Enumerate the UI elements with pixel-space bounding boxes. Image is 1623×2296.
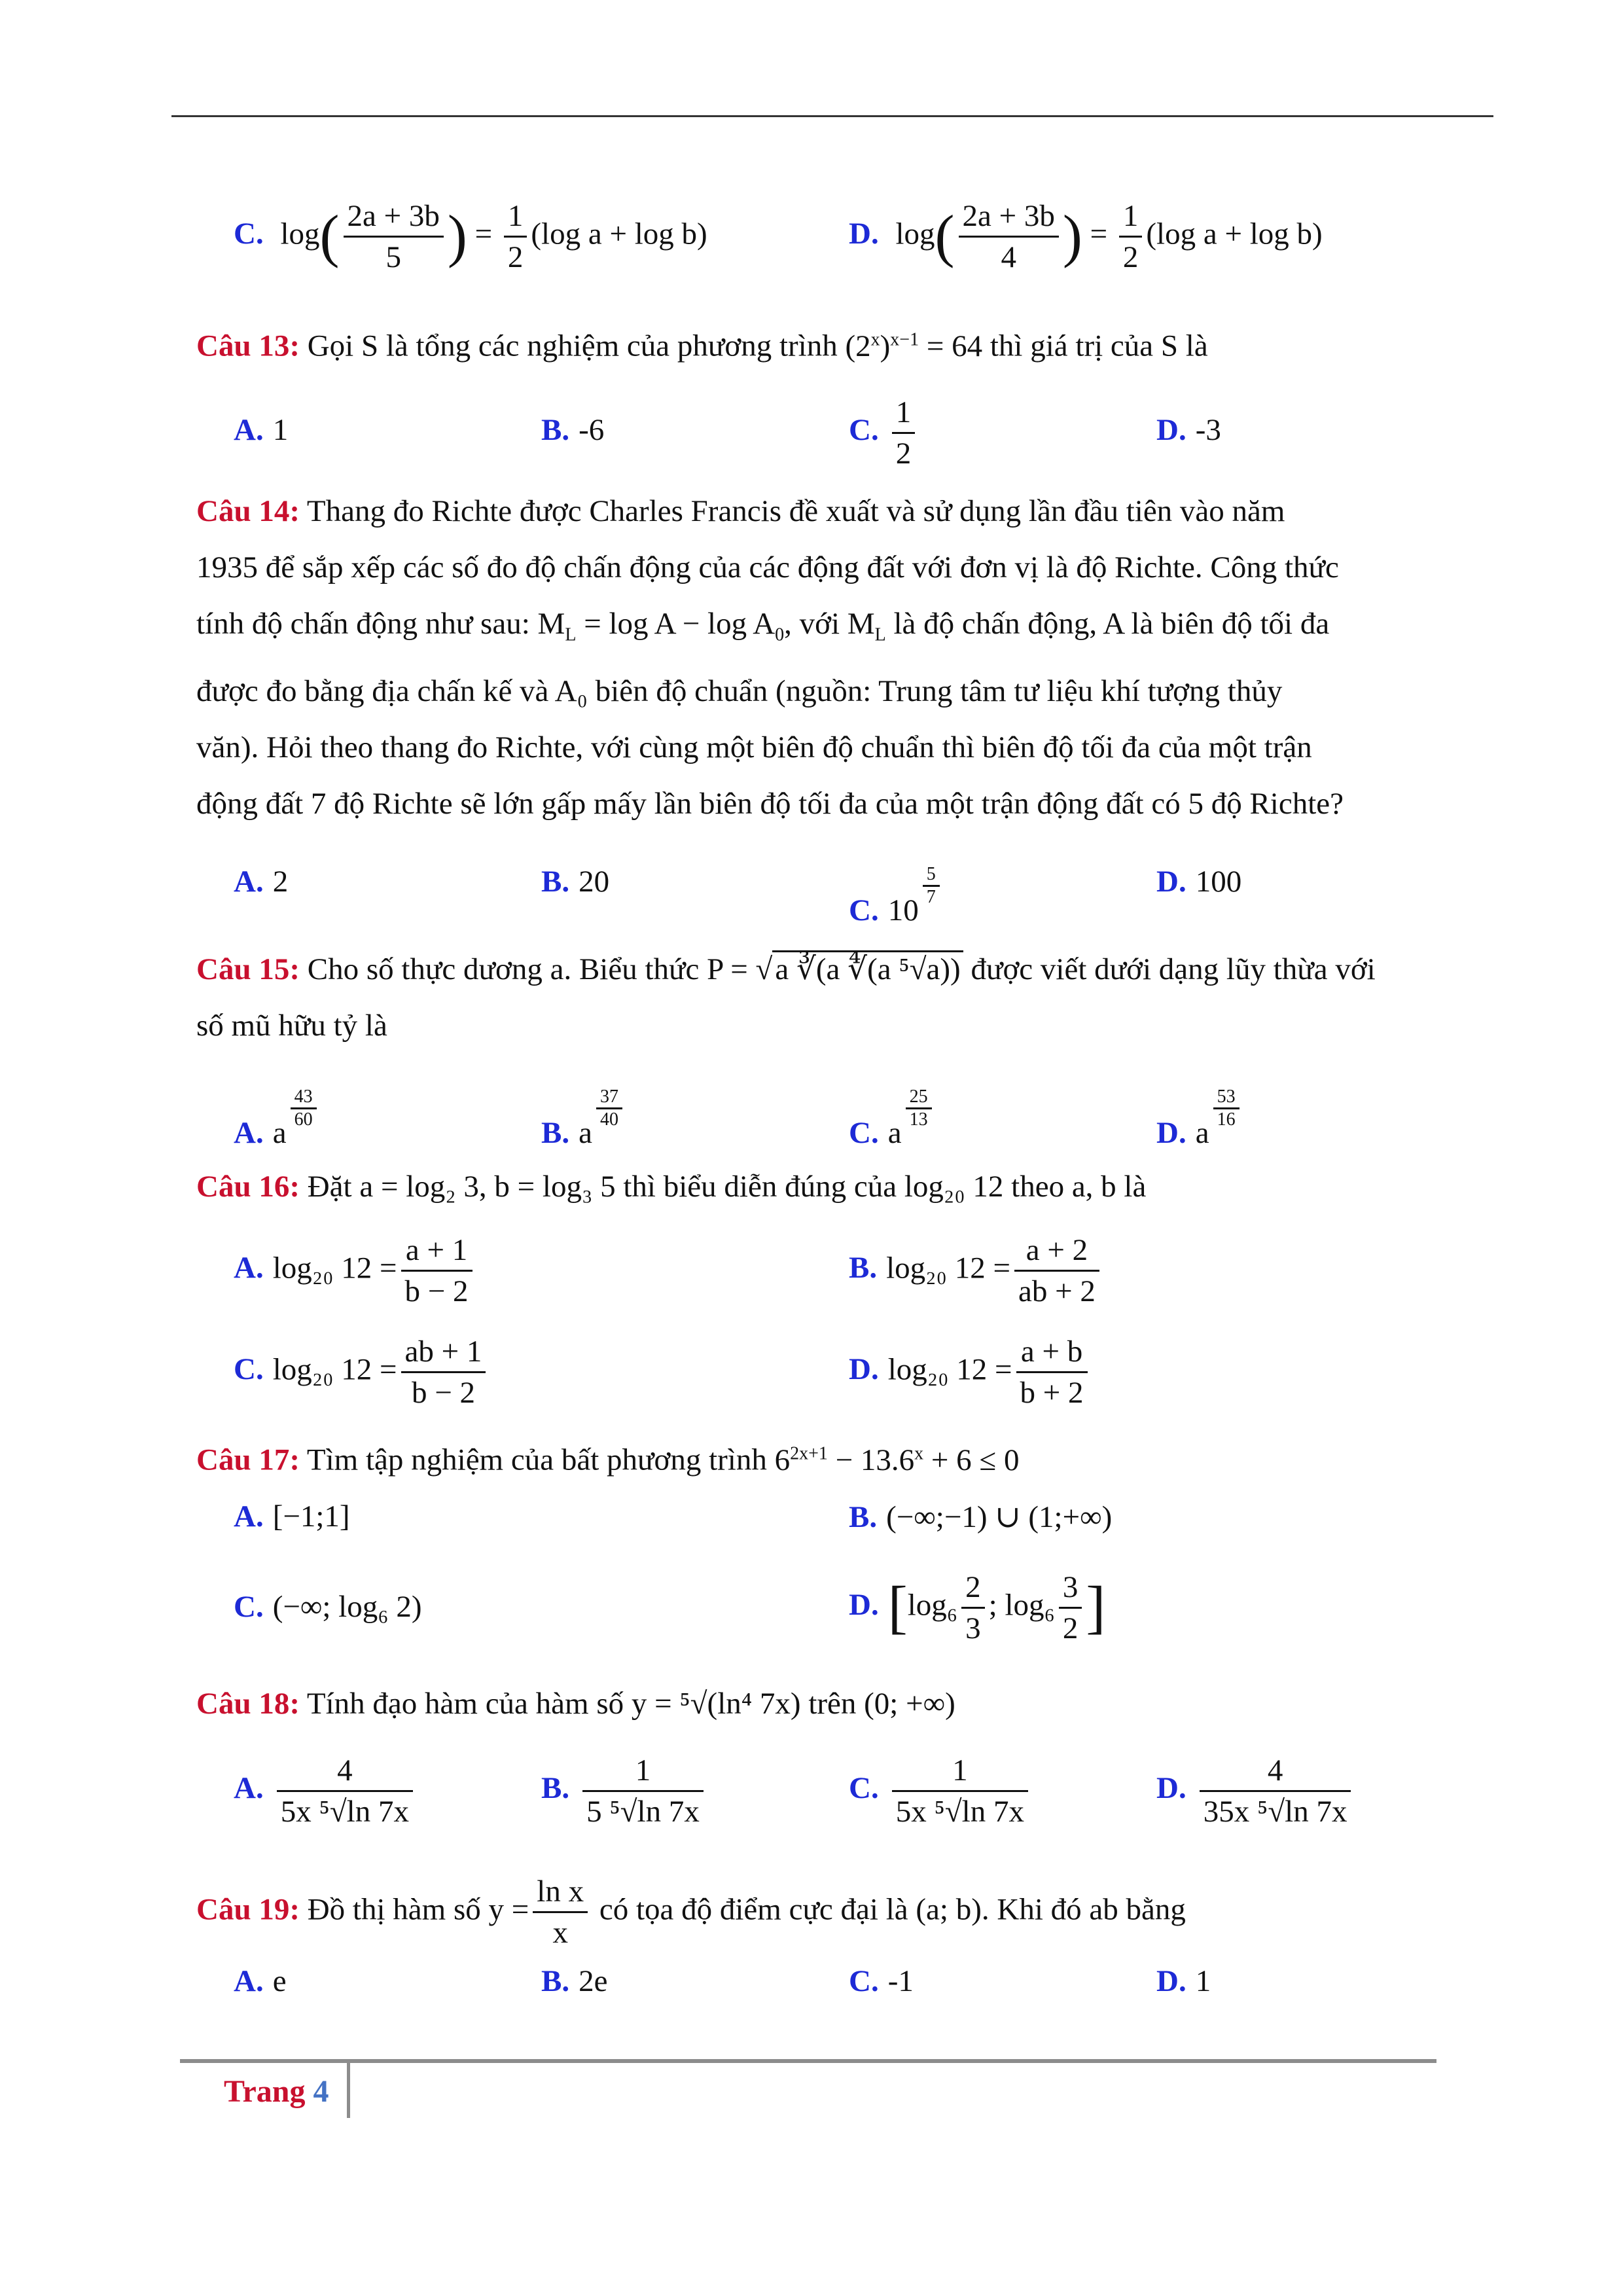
fraction	[892, 393, 916, 473]
option-label: C.	[849, 1964, 879, 1998]
option-label: D.	[1156, 865, 1186, 899]
question-14	[196, 483, 1427, 832]
q18-option-d	[1156, 1751, 1355, 1831]
q17-option-d	[849, 1568, 1105, 1648]
question-text: thì giá trị của S là	[990, 329, 1208, 363]
formula-sup: x−1	[890, 329, 919, 350]
exponent-fraction	[596, 1086, 622, 1130]
fraction-den: 5	[385, 240, 401, 274]
formula-sup: 2x+1	[790, 1443, 828, 1463]
option-value: -1	[887, 1964, 914, 1998]
option-label: B.	[541, 1771, 570, 1806]
fraction-num: 1	[582, 1751, 704, 1792]
q19-option-c	[849, 1964, 914, 1999]
q19-option-d	[1156, 1964, 1211, 1999]
option-label: A.	[234, 413, 264, 447]
fraction-den: 2	[1122, 240, 1139, 274]
formula-part: M	[537, 607, 565, 641]
question-line: được đo bằng địa chấn kế và A₀ biên độ chuẩn (nguồn: Trung tâm tư liệu khí tượng thủy	[196, 674, 1283, 709]
exponent-fraction	[1213, 1086, 1240, 1130]
option-label: D.	[849, 1588, 879, 1623]
formula-part: P =	[707, 952, 748, 986]
fraction	[277, 1751, 413, 1831]
fraction-den: 4	[1001, 240, 1016, 274]
q19-option-a	[234, 1964, 287, 1999]
question-19	[196, 1872, 1427, 1952]
fraction-den: ab + 2	[1018, 1274, 1096, 1308]
q17-option-a	[234, 1499, 350, 1534]
fraction	[1014, 1230, 1099, 1311]
question-label: Câu 18:	[196, 1687, 300, 1721]
option-value: 100	[1195, 865, 1242, 899]
fraction-num: 2	[961, 1568, 985, 1609]
math-lhs: log₂₀ 12 =	[887, 1352, 1012, 1387]
option-label: C.	[849, 893, 879, 927]
fraction-den: 16	[1217, 1109, 1236, 1130]
q15-option-c	[849, 1086, 936, 1151]
option-label: A.	[234, 1964, 264, 1998]
question-label: Câu 15:	[196, 952, 300, 986]
math-formula: y = ⁵√(ln⁴ 7x)	[631, 1687, 801, 1721]
question-text: theo a, b là	[1011, 1170, 1147, 1204]
fraction-num: 4	[277, 1751, 413, 1792]
fraction-den: b − 2	[404, 1274, 469, 1308]
question-text: , với	[784, 607, 840, 641]
formula-part: )	[880, 329, 891, 363]
option-value: [−1;1]	[272, 1499, 350, 1534]
option-value: (−∞;−1) ∪ (1;+∞)	[886, 1500, 1113, 1534]
fraction-num: a + 1	[401, 1230, 473, 1272]
fraction-num: 5	[923, 864, 940, 887]
question-text: Cho số thực dương a. Biểu thức	[307, 952, 700, 986]
question-label: Câu 17:	[196, 1443, 300, 1477]
power-base: 10	[887, 893, 919, 927]
fraction	[959, 196, 1059, 277]
formula-part: = 64	[919, 329, 983, 363]
fraction-den: 40	[599, 1109, 618, 1130]
fraction-num: 25	[906, 1086, 932, 1109]
fraction	[1059, 1568, 1082, 1648]
formula-part: 6	[774, 1443, 791, 1477]
fraction-num: 1	[1119, 196, 1143, 238]
formula-sup: x	[870, 329, 880, 350]
question-text: Đặt	[307, 1170, 352, 1204]
option-label: B.	[541, 413, 570, 447]
footer-divider	[347, 2059, 350, 2118]
fraction-den: 13	[909, 1109, 928, 1130]
q13-option-b	[541, 412, 604, 448]
question-label: Câu 19:	[196, 1892, 300, 1927]
formula-part: y =	[488, 1892, 529, 1927]
fraction-num: a + b	[1016, 1332, 1088, 1373]
formula-sub: 0	[775, 624, 785, 645]
math-formula	[845, 329, 982, 363]
option-label: B.	[849, 1251, 878, 1285]
question-text: có tọa độ điểm cực đại là	[599, 1892, 908, 1927]
q17-option-b	[849, 1499, 1112, 1535]
math-lhs: log₂₀ 12 =	[886, 1251, 1010, 1285]
question-text: được viết dưới dạng lũy thừa với	[971, 952, 1376, 986]
fraction	[1200, 1751, 1351, 1831]
q15-option-b	[541, 1086, 626, 1151]
question-15	[196, 941, 1427, 1054]
formula-part: + 6 ≤ 0	[923, 1443, 1020, 1477]
radical-expression: a ∛(a ∜(a ⁵√a))	[772, 950, 963, 986]
option-label: C.	[234, 1590, 264, 1624]
option-value: 1	[1195, 1964, 1211, 1998]
fraction-den: 2	[1062, 1611, 1079, 1645]
fraction	[504, 196, 527, 277]
option-label: B.	[541, 1115, 570, 1150]
question-text: trên	[808, 1687, 857, 1721]
q14-option-a	[234, 864, 288, 899]
fraction-num: 37	[596, 1086, 622, 1109]
fraction-den: 60	[294, 1109, 313, 1130]
option-value: 2	[272, 865, 289, 899]
option-label: A.	[234, 1771, 264, 1806]
question-13	[196, 312, 1427, 374]
fraction-num: ln x	[533, 1872, 588, 1913]
option-value: e	[272, 1964, 287, 1998]
fraction	[344, 196, 444, 277]
option-label: D.	[849, 1352, 879, 1387]
fraction-num: 3	[1059, 1568, 1082, 1609]
q14-option-c	[849, 864, 944, 928]
q16-option-d	[849, 1332, 1092, 1412]
page-number-value: 4	[313, 2074, 329, 2109]
question-17	[196, 1426, 1427, 1488]
header-rule	[171, 115, 1493, 117]
option-label: D.	[849, 217, 879, 251]
question-text: tính độ chấn động như sau:	[196, 607, 530, 641]
question-16	[196, 1158, 1427, 1215]
q13-option-d	[1156, 412, 1221, 448]
question-text: . Khi đó ab bằng	[981, 1892, 1186, 1927]
q13-option-a	[234, 412, 288, 448]
fraction-num: 2a + 3b	[344, 196, 444, 238]
exponent-fraction	[923, 864, 940, 908]
formula-sup: x	[914, 1443, 924, 1463]
question-line: văn). Hỏi theo thang đo Richte, với cùng một biên độ chuẩn thì biên độ tối đa của một trận	[196, 730, 1312, 765]
q18-option-b	[541, 1751, 707, 1831]
question-line	[196, 483, 1427, 539]
fraction-den: 5x ⁵√ln 7x	[280, 1795, 409, 1829]
power-base: a	[1195, 1115, 1209, 1150]
fraction-num: 2a + 3b	[959, 196, 1059, 238]
question-line: Câu 15: Cho số thực dương a. Biểu thức P = √a ∛(a ∜(a ⁵√a)) được viết dưới dạng lũy thừa với	[196, 941, 1427, 997]
q19-option-b	[541, 1964, 607, 1999]
option-value: 1	[272, 413, 289, 447]
option-label: D.	[1156, 1771, 1186, 1806]
question-text: Tìm tập nghiệm của bất phương trình	[306, 1443, 767, 1477]
exponent-fraction	[291, 1086, 317, 1130]
option-label: A.	[234, 1251, 264, 1285]
question-18	[196, 1676, 1427, 1732]
q15-option-a	[234, 1086, 321, 1151]
fraction	[1016, 1332, 1088, 1412]
fraction	[582, 1751, 704, 1831]
q14-option-b	[541, 864, 609, 899]
paren-close: )	[447, 204, 467, 269]
footer-rule	[180, 2059, 1436, 2063]
q12-option-d: D. log( $\frac{2a + 3b}{4}$ ) = $\frac{1}{2}$ (log a + log b)	[849, 196, 1323, 277]
option-label: B.	[849, 1500, 878, 1534]
fraction-num: 4	[1200, 1751, 1351, 1792]
fraction-den: 5 ⁵√ln 7x	[586, 1795, 700, 1829]
paren-open: (	[935, 204, 955, 269]
page-number	[224, 2073, 329, 2109]
option-value: (−∞; log₆ 2)	[272, 1590, 422, 1624]
math-formula: (0; +∞)	[864, 1687, 955, 1721]
formula-part: − 13.6	[827, 1443, 915, 1477]
math-formula	[775, 1443, 1020, 1477]
formula-sub: L	[565, 624, 577, 645]
fraction-den: 7	[926, 887, 936, 907]
math-lhs: log₂₀ 12 =	[272, 1352, 397, 1387]
question-label: Câu 16:	[196, 1170, 300, 1204]
bracket-open: [	[887, 1575, 908, 1640]
option-label: A.	[234, 1115, 264, 1150]
fraction	[401, 1230, 473, 1311]
fraction-den: 2	[895, 437, 912, 471]
option-label: C.	[849, 413, 879, 448]
option-value: -3	[1195, 413, 1221, 447]
question-line: 1935 để sắp xếp các số đo độ chấn động của các động đất với đơn vị là độ Richte. Công thức	[196, 550, 1339, 584]
math-formula: log₂₀ 12	[904, 1170, 1004, 1204]
fraction	[892, 1751, 1028, 1831]
paren-close: )	[1062, 204, 1082, 269]
q16-option-a	[234, 1230, 476, 1311]
q18-option-c	[849, 1751, 1032, 1831]
option-value: 20	[579, 865, 610, 899]
math-log: log	[895, 217, 935, 251]
formula-sub: L	[874, 624, 886, 645]
option-label: C.	[849, 1771, 879, 1806]
fraction	[533, 1872, 588, 1952]
fraction-den: 35x ⁵√ln 7x	[1203, 1795, 1347, 1829]
option-label: B.	[541, 865, 570, 899]
fraction-num: 1	[892, 1751, 1028, 1792]
power-base: a	[579, 1115, 592, 1150]
fraction-num: 1	[892, 393, 916, 434]
formula-part: log₆	[907, 1588, 958, 1623]
math-log: log	[280, 217, 320, 251]
math-lhs: log₂₀ 12 =	[272, 1251, 397, 1285]
fraction	[961, 1568, 985, 1648]
fraction-den: 5x ⁵√ln 7x	[895, 1795, 1024, 1829]
option-label: D.	[1156, 1115, 1186, 1150]
fraction-num: 1	[504, 196, 527, 238]
question-text: Đồ thị hàm số	[307, 1892, 481, 1927]
question-text: Thang đo Richte được Charles Francis đề xuất và sử dụng lần đầu tiên vào năm	[306, 494, 1285, 528]
exponent-fraction	[906, 1086, 932, 1130]
fraction-num: a + 2	[1014, 1230, 1099, 1272]
formula-part: (2	[845, 329, 871, 363]
question-label: Câu 14:	[196, 494, 300, 528]
option-value: 2e	[579, 1964, 608, 1998]
q17-option-c	[234, 1589, 422, 1624]
fraction-num: 53	[1213, 1086, 1240, 1109]
q16-option-c	[234, 1332, 490, 1412]
option-label: C.	[234, 217, 264, 251]
question-text: Gọi S là tổng các nghiệm của phương trình	[307, 329, 838, 363]
option-label: A.	[234, 1499, 264, 1534]
question-line: động đất 7 độ Richte sẽ lớn gấp mấy lần biên độ tối đa của một trận động đất có 5 độ Richte?	[196, 787, 1344, 821]
option-label: C.	[849, 1115, 879, 1150]
question-label: Câu 13:	[196, 329, 300, 363]
question-line	[196, 596, 1427, 663]
fraction	[1119, 196, 1143, 277]
fraction-num: 43	[291, 1086, 317, 1109]
fraction-den: x	[552, 1916, 568, 1950]
formula-part: M	[847, 607, 875, 641]
question-text: là độ chấn động, A là biên độ tối đa	[893, 607, 1330, 641]
option-label: A.	[234, 865, 264, 899]
fraction-num: ab + 1	[401, 1332, 486, 1373]
paren-open: (	[319, 204, 340, 269]
page-label: Trang	[224, 2074, 306, 2109]
formula-part: = log A − log A	[576, 607, 776, 641]
question-line: số mũ hữu tỷ là	[196, 1009, 387, 1043]
question-text: thì biểu diễn đúng của	[623, 1170, 897, 1204]
bracket-close: ]	[1086, 1575, 1106, 1640]
q18-option-a	[234, 1751, 417, 1831]
math-rhs: (log a + log b)	[1146, 217, 1323, 251]
option-label: D.	[1156, 1964, 1186, 1998]
option-value: -6	[579, 413, 605, 447]
math-formula: a = log₂ 3, b = log₃ 5	[359, 1170, 616, 1204]
formula-part: ; log₆	[988, 1588, 1055, 1623]
q12-option-c: C. log( $\frac{2a + 3b}{5}$ ) = $\frac{1}{2}$ (log a + log b)	[234, 196, 707, 277]
math-formula: (a; b)	[916, 1892, 982, 1927]
fraction-den: b + 2	[1020, 1376, 1084, 1410]
fraction	[401, 1332, 486, 1412]
option-label: D.	[1156, 413, 1186, 447]
q13-option-c	[849, 393, 919, 473]
q16-option-b	[849, 1230, 1103, 1311]
math-rhs: (log a + log b)	[531, 217, 707, 251]
q15-option-d	[1156, 1086, 1243, 1151]
option-label: B.	[541, 1964, 570, 1998]
power-base: a	[272, 1115, 287, 1150]
q14-option-d	[1156, 864, 1241, 899]
fraction-den: b − 2	[411, 1376, 475, 1410]
power-base: a	[887, 1115, 902, 1150]
option-label: C.	[234, 1352, 264, 1387]
fraction-den: 2	[507, 240, 524, 274]
question-text: Tính đạo hàm của hàm số	[306, 1687, 624, 1721]
fraction-den: 3	[965, 1611, 981, 1645]
